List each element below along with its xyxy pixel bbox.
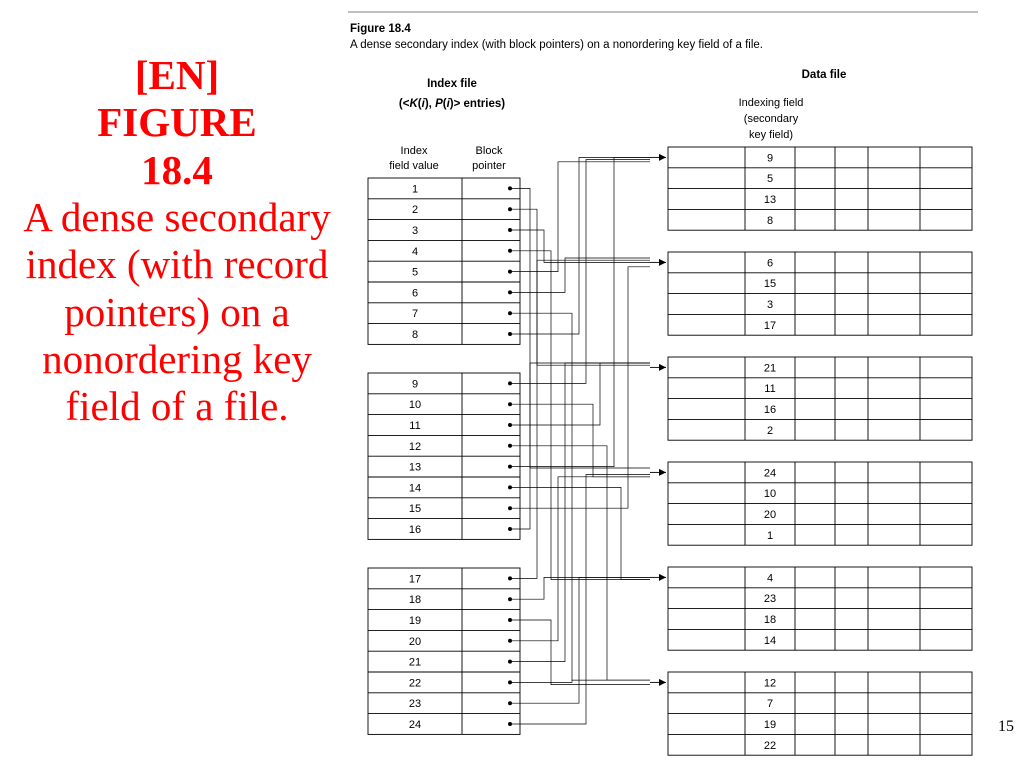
block-pointer-line <box>510 162 650 272</box>
data-key-value: 11 <box>764 383 776 396</box>
data-key-value: 1 <box>766 529 774 542</box>
index-field-value: 9 <box>411 378 419 391</box>
index-field-value: 21 <box>408 656 422 669</box>
title-line-2: FIGURE <box>97 99 257 146</box>
index-col1-header-line1: Index <box>400 145 428 157</box>
block-pointer-line <box>510 260 650 578</box>
index-col2-header-line2: pointer <box>472 160 506 172</box>
data-key-value: 10 <box>763 488 777 501</box>
index-field-value: 18 <box>408 594 422 607</box>
subtitle-paren-2: ( <box>442 98 447 110</box>
subtitle-p: P <box>435 98 443 110</box>
index-field-value: 10 <box>408 399 422 412</box>
data-key-value: 6 <box>766 257 774 270</box>
block-pointer-line <box>510 363 650 425</box>
block-pointer-line <box>510 157 650 466</box>
data-key-value: 19 <box>763 719 777 731</box>
index-field-value: 8 <box>411 329 419 341</box>
index-field-value: 13 <box>408 461 422 474</box>
data-key-value: 8 <box>766 214 774 227</box>
index-field-value: 12 <box>408 440 422 453</box>
index-file-table <box>368 178 520 734</box>
index-field-value: 20 <box>408 635 422 648</box>
index-field-value: 11 <box>409 420 421 432</box>
index-field-value: 4 <box>411 245 419 258</box>
subtitle-i-1: i <box>421 98 425 110</box>
figure-label: Figure 18.4 <box>350 23 411 35</box>
page-number: 15 <box>998 718 1014 735</box>
index-field-value: 7 <box>411 308 419 321</box>
data-file-table <box>668 147 972 755</box>
data-key-value: 22 <box>763 739 777 752</box>
data-key-value: 18 <box>763 614 777 626</box>
index-field-value: 5 <box>411 266 419 279</box>
block-pointer-line <box>510 267 650 508</box>
title-line-1: [EN] <box>134 52 220 98</box>
subtitle-i-2: i <box>446 98 450 110</box>
index-field-value: 24 <box>408 719 422 731</box>
subtitle-paren-1: ( <box>417 98 422 110</box>
data-key-value: 20 <box>763 509 777 521</box>
index-col1-header-line2: field value <box>389 160 439 172</box>
data-key-value: 2 <box>766 424 774 437</box>
block-pointer-line <box>510 313 650 680</box>
block-pointer-arrows <box>510 157 666 724</box>
data-field-header-line1: Indexing field <box>738 97 804 109</box>
block-pointer-line <box>510 258 650 292</box>
subtitle-open: (< <box>398 98 410 110</box>
data-field-header-line3: key field) <box>748 129 794 141</box>
block-pointer-line <box>510 680 650 682</box>
subtitle-close: )> entries) <box>449 98 506 110</box>
block-pointer-line <box>510 230 650 262</box>
data-key-value: 9 <box>766 152 774 165</box>
subtitle-k: K <box>409 98 418 110</box>
block-pointer-line <box>510 577 650 599</box>
data-key-value: 13 <box>763 194 777 206</box>
block-pointer-line <box>510 446 650 680</box>
index-col2-header-line1: Block <box>475 145 503 157</box>
index-file-title: Index file <box>427 78 477 90</box>
data-key-value: 3 <box>766 299 774 311</box>
index-field-value: 15 <box>408 503 422 516</box>
index-field-value: 3 <box>411 225 419 237</box>
block-pointer-line <box>510 477 650 641</box>
data-field-header-line2: (secondary <box>743 113 799 125</box>
data-key-value: 4 <box>766 572 774 585</box>
data-key-value: 15 <box>763 278 777 291</box>
index-field-value: 19 <box>408 615 422 627</box>
block-pointer-line <box>510 620 650 685</box>
data-key-value: 7 <box>766 698 774 711</box>
index-field-value: 17 <box>408 573 422 586</box>
index-field-value: 14 <box>408 482 422 495</box>
block-pointer-line <box>510 363 650 662</box>
data-key-value: 12 <box>763 677 777 690</box>
index-file-subtitle <box>399 98 505 110</box>
index-field-value: 23 <box>408 698 422 711</box>
data-key-value: 16 <box>763 404 777 416</box>
data-key-value: 5 <box>766 173 774 186</box>
index-field-value: 16 <box>408 524 422 536</box>
subtitle-sep: ), <box>424 98 436 110</box>
data-key-value: 21 <box>763 362 777 375</box>
index-field-value: 6 <box>411 287 419 300</box>
index-field-value: 2 <box>411 204 419 217</box>
figure-caption: A dense secondary index (with block pointers) on a nonordering key field of a file. <box>350 39 763 51</box>
block-pointer-line <box>510 157 650 334</box>
index-field-value: 1 <box>411 183 419 196</box>
index-field-value: 22 <box>408 677 422 690</box>
block-pointer-line <box>510 404 650 477</box>
data-key-value: 14 <box>763 634 777 647</box>
title-line-3: 18.4 <box>141 146 213 193</box>
data-key-value: 24 <box>763 467 777 480</box>
data-key-value: 23 <box>763 593 777 606</box>
data-file-title: Data file <box>801 69 847 81</box>
block-pointer-line <box>510 209 650 365</box>
block-pointer-line <box>510 487 650 579</box>
data-key-value: 17 <box>763 319 777 332</box>
block-pointer-line <box>510 251 650 580</box>
slide-description: A dense secondary index (with record pointers) on a nonordering key field of a file. <box>23 194 331 430</box>
